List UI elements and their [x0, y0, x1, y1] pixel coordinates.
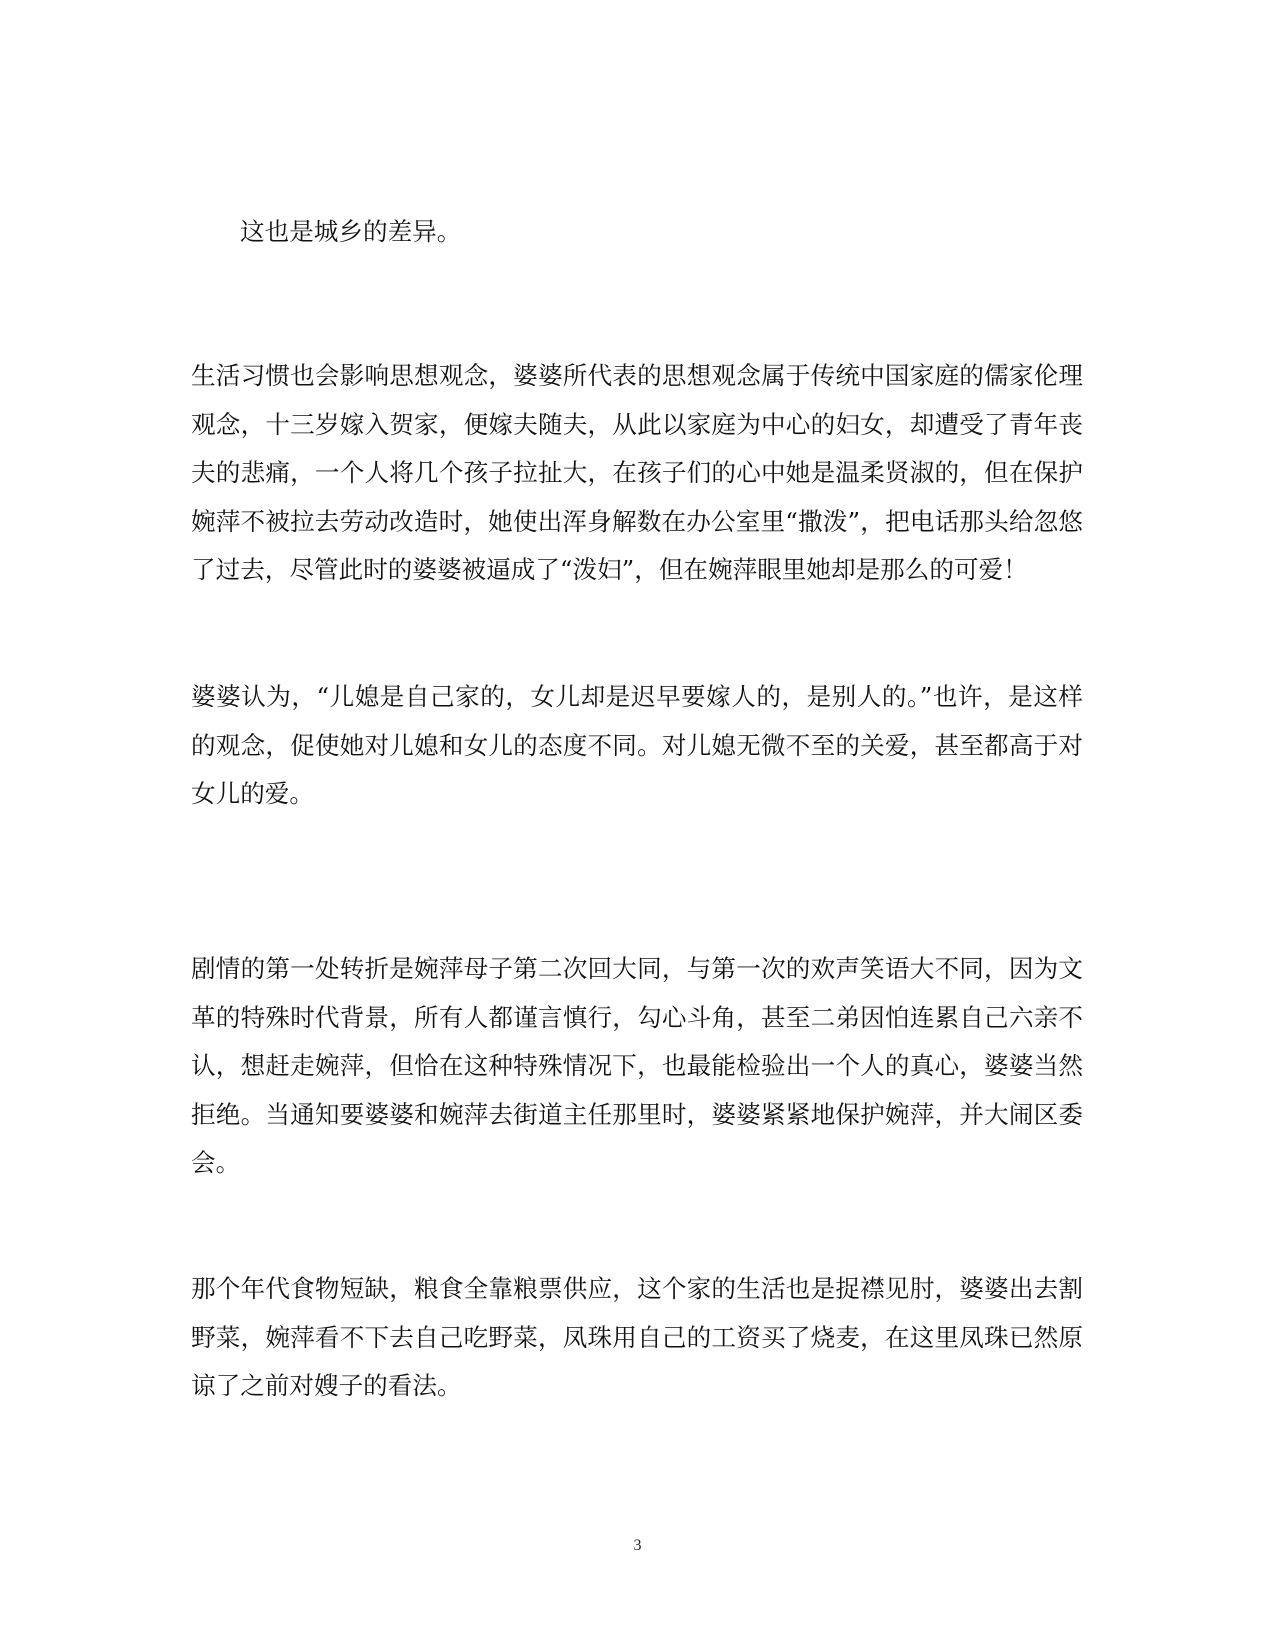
paragraph-3: 婆婆认为，“儿媳是自己家的，女儿却是迟早要嫁人的，是别人的。”也许，是这样的观念，促使她对儿媳和女儿的态度不同。对儿媳无微不至的关爱，甚至都高于对女儿的爱。: [191, 682, 1083, 808]
page-number: 3: [633, 1537, 642, 1554]
paragraph-1: 这也是城乡的差异。: [240, 217, 462, 246]
paragraph-5: 那个年代食物短缺，粮食全靠粮票供应，这个家的生活也是捉襟见肘，婆婆出去割野菜，婉萍看不下去自己吃野菜，凤珠用自己的工资买了烧麦，在这里凤珠已然原谅了之前对嫂子的看法。: [191, 1274, 1083, 1400]
paragraph-2: 生活习惯也会影响思想观念，婆婆所代表的思想观念属于传统中国家庭的儒家伦理观念，十三岁嫁入贺家，便嫁夫随夫，从此以家庭为中心的妇女，却遭受了青年丧夫的悲痛，一个人将几个孩子拉扯大，在孩子们的心中她是温柔贤淑的，但在保护婉萍不被拉去劳动改造时，她使出浑身解数在办公室里“撒泼”，把电话那头给忽悠了过去，尽管此时的婆婆被逼成了“泼妇”，但在婉萍眼里她却是那么的可爱！: [191, 361, 1083, 584]
paragraph-4: 剧情的第一处转折是婉萍母子第二次回大同，与第一次的欢声笑语大不同，因为文革的特殊时代背景，所有人都谨言慎行，勾心斗角，甚至二弟因怕连累自己六亲不认，想赶走婉萍，但恰在这种特殊情况下，也最能检验出一个人的真心，婆婆当然拒绝。当通知要婆婆和婉萍去街道主任那里时，婆婆紧紧地保护婉萍，并大闹区委会。: [191, 954, 1083, 1177]
